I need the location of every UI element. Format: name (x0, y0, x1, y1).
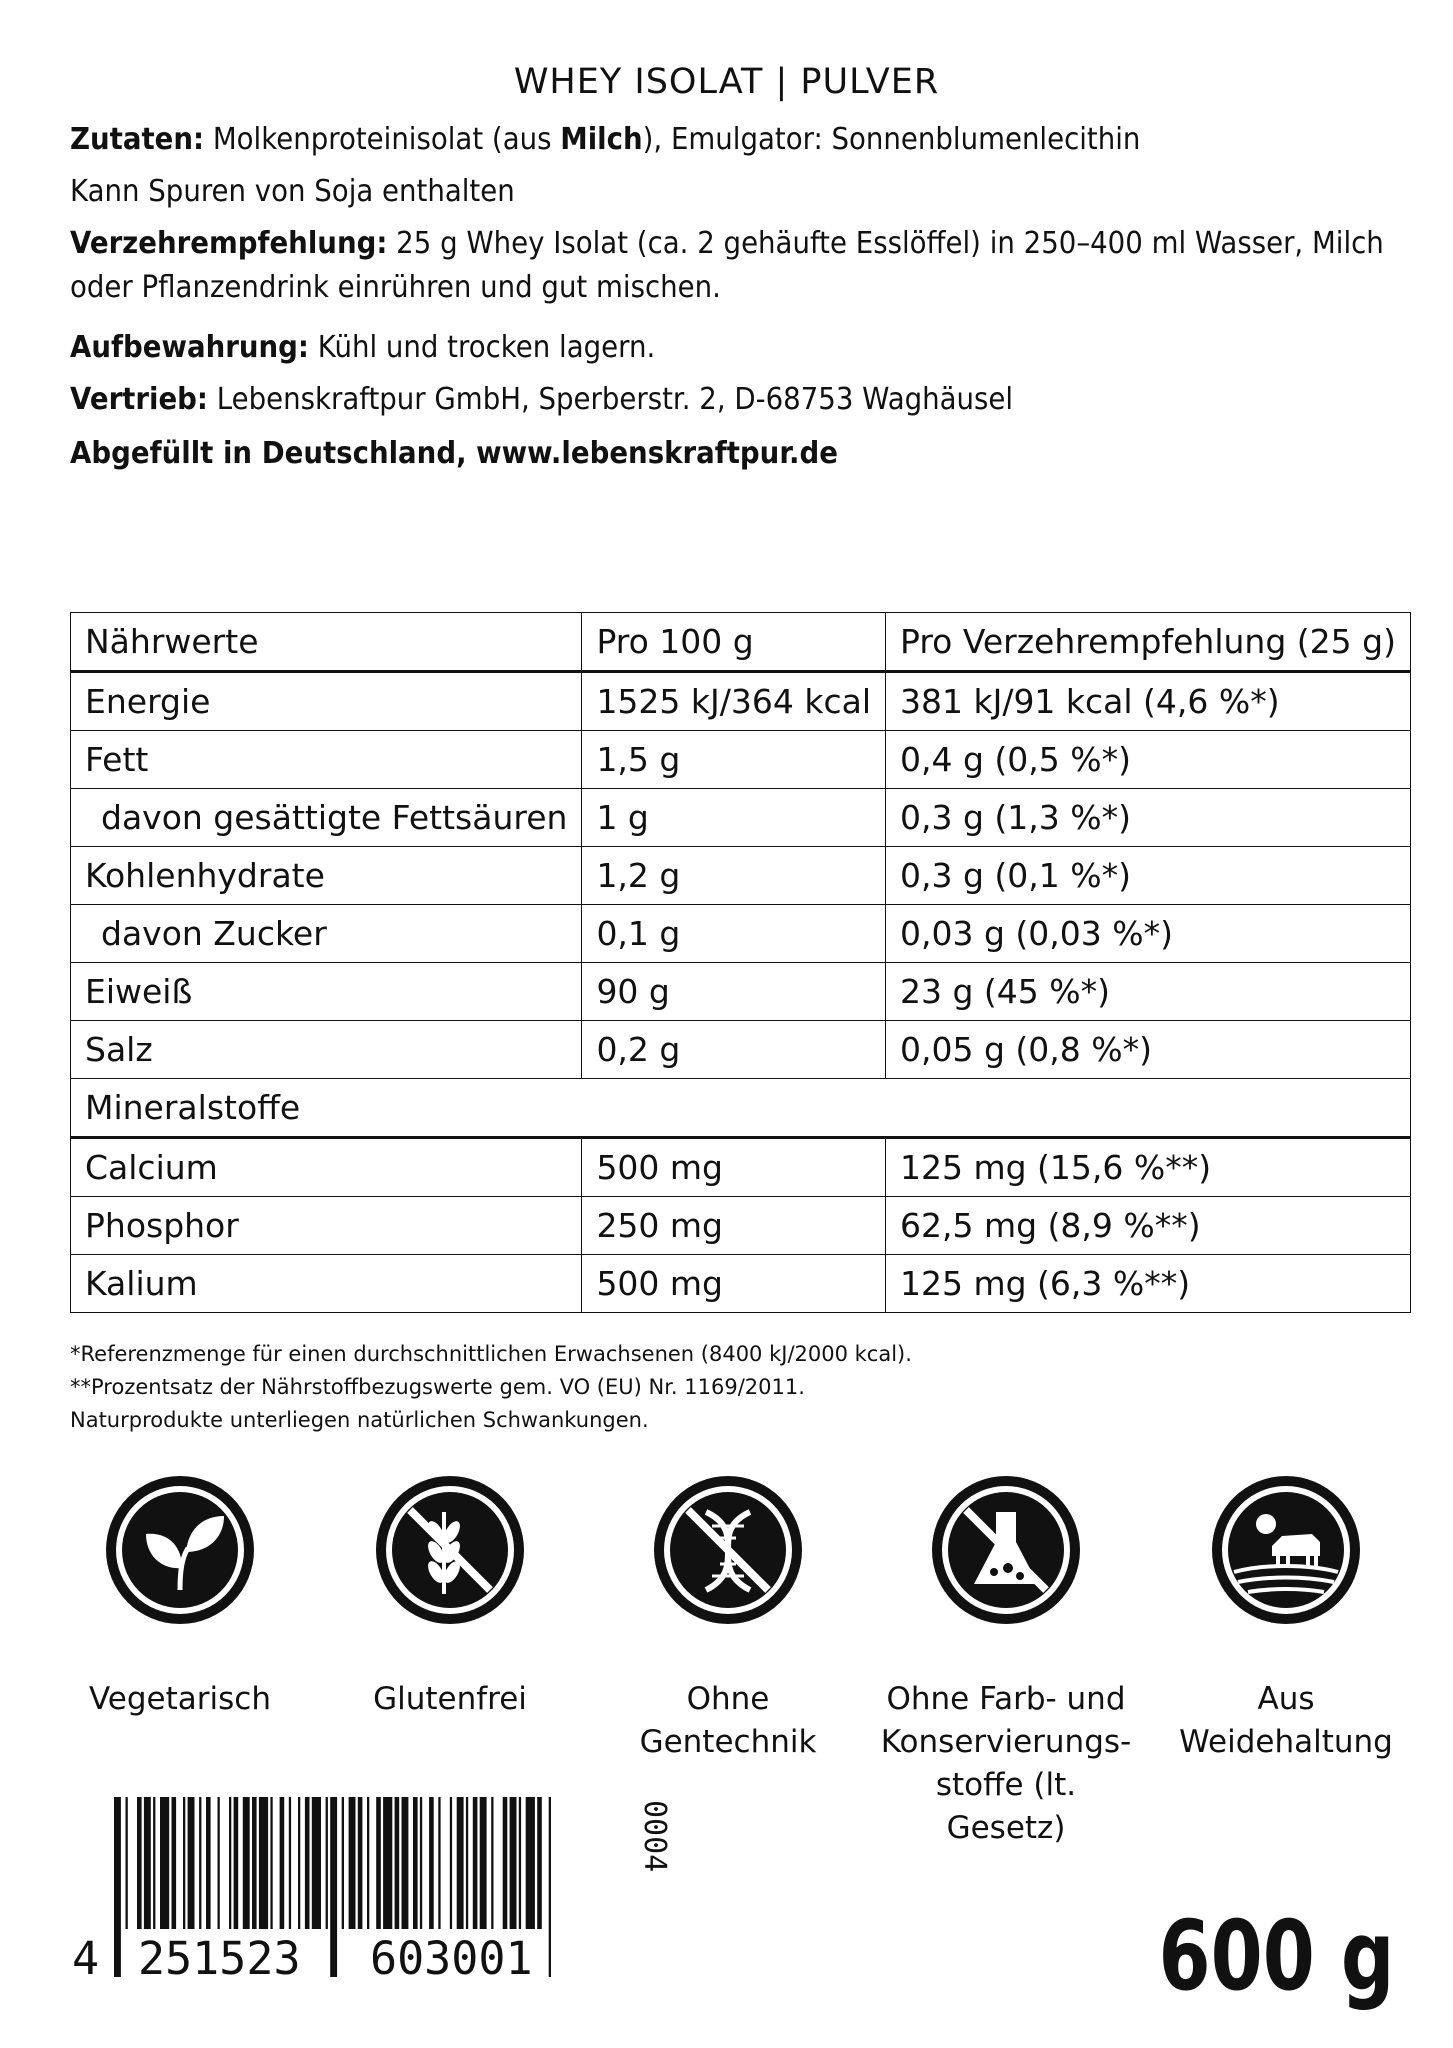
barcode-bar (510, 1797, 517, 1929)
barcode-addon: 0004 (637, 1800, 672, 1873)
barcode-bar (305, 1797, 310, 1929)
table-row (71, 672, 1411, 731)
barcode-bar (457, 1797, 464, 1929)
nutrient-per-serving: 0,3 g (1,3 %*) (886, 789, 1411, 847)
nutrient-name: Kohlenhydrate (71, 847, 582, 905)
wheat-crossed-icon (372, 1472, 528, 1628)
barcode-bar (395, 1797, 400, 1929)
storage-label: Aufbewahrung: (70, 330, 309, 365)
table-row (71, 731, 1411, 789)
nutrient-per-serving: 381 kJ/91 kcal (4,6 %*) (886, 672, 1411, 731)
barcode-bar (326, 1797, 328, 1929)
badge-label: Aus Weidehaltung (1179, 1681, 1393, 1760)
barcode-bar (376, 1797, 381, 1929)
table-row (71, 963, 1411, 1021)
storage-text: Kühl und trocken lagern. (308, 330, 656, 365)
nutrient-per100: 90 g (582, 963, 886, 1021)
nutrient-name: davon Zucker (71, 905, 582, 963)
nutrient-per100: 1525 kJ/364 kcal (582, 672, 886, 731)
dna-crossed-icon (650, 1472, 806, 1628)
table-row (71, 789, 1411, 847)
nutrient-per100: 1,5 g (582, 731, 886, 789)
barcode-bar (342, 1797, 344, 1929)
badge-label: Ohne Farb- und Konservierungs- stoffe (lt. Gesetz) (880, 1681, 1132, 1846)
ingredients-text: Molkenproteinisolat (aus (204, 122, 561, 157)
badge-pasture (1156, 1472, 1416, 1764)
barcode-bar (526, 1797, 535, 1929)
barcode-left-group: 251523 (138, 1932, 301, 1985)
net-weight: 600 g (1159, 1900, 1395, 2012)
mineral-per-serving: 125 mg (15,6 %**) (886, 1138, 1411, 1197)
filled-in-line: Abgefüllt in Deutschland, www.lebenskraftpur.de (70, 436, 838, 471)
table-row (71, 1138, 1411, 1197)
barcode-bar (438, 1797, 440, 1929)
barcode-bar (259, 1797, 268, 1929)
barcode-bar (218, 1797, 220, 1929)
mineral-per100: 500 mg (582, 1255, 886, 1313)
badge-label: Ohne Gentechnik (639, 1681, 817, 1760)
barcode-bar (137, 1797, 142, 1929)
distribution-text: Lebenskraftpur GmbH, Sperberstr. 2, D-68753 Waghäusel (207, 382, 1014, 417)
cow-pasture-icon (1208, 1472, 1364, 1628)
barcode-bar (503, 1797, 508, 1929)
header-cell-per-serving: Pro Verzehrempfehlung (25 g) (886, 613, 1411, 672)
nutrient-name: Eiweiß (71, 963, 582, 1021)
barcode-bar (199, 1797, 201, 1929)
badge-no-additives (876, 1472, 1136, 1850)
nutrient-name: davon gesättigte Fettsäuren (71, 789, 582, 847)
nutrient-name: Fett (71, 731, 582, 789)
barcode-bar (160, 1797, 169, 1929)
nutrition-header-row (71, 613, 1411, 672)
barcode-bar (429, 1797, 434, 1929)
barcode-bar (280, 1797, 285, 1929)
badge-label: Glutenfrei (373, 1681, 527, 1717)
nutrient-per100: 0,1 g (582, 905, 886, 963)
badge-gluten-free (320, 1472, 580, 1721)
footnote-natural: Naturprodukte unterliegen natürlichen Schwankungen. (70, 1408, 649, 1432)
nutrient-per100: 0,2 g (582, 1021, 886, 1079)
barcode-bar (183, 1797, 185, 1929)
barcode-bar (270, 1797, 272, 1929)
table-row (71, 1021, 1411, 1079)
barcode-bar (358, 1797, 363, 1929)
badge-label: Vegetarisch (89, 1681, 271, 1717)
mineral-per-serving: 125 mg (6,3 %**) (886, 1255, 1411, 1313)
barcode-bar (349, 1797, 356, 1929)
barcode-bar (549, 1797, 551, 1977)
nutrition-table (70, 612, 1411, 1313)
nutrient-name: Salz (71, 1021, 582, 1079)
barcode-bar (252, 1797, 257, 1929)
barcode-right-group: 603001 (370, 1932, 533, 1985)
badge-vegetarian (50, 1472, 310, 1721)
barcode-bar (491, 1797, 493, 1929)
barcode-bar (126, 1797, 128, 1929)
nutrient-name: Energie (71, 672, 582, 731)
barcode-bar (367, 1797, 369, 1929)
flask-crossed-icon (928, 1472, 1084, 1628)
nutrient-per-serving: 0,4 g (0,5 %*) (886, 731, 1411, 789)
barcode-bar (537, 1797, 542, 1929)
table-row (71, 1255, 1411, 1313)
barcode-bar (330, 1797, 337, 1977)
table-row (71, 847, 1411, 905)
barcode-bar (114, 1797, 121, 1977)
barcode-bar (450, 1797, 452, 1929)
recommendation-label: Verzehrempfehlung: (70, 226, 388, 261)
mineral-name: Calcium (71, 1138, 582, 1197)
barcode-bar (480, 1797, 487, 1929)
nutrient-per100: 1,2 g (582, 847, 886, 905)
barcode-bar (229, 1797, 231, 1929)
footnote-reference: *Referenzmenge für einen durchschnittlichen Erwachsenen (8400 kJ/2000 kcal). (70, 1342, 912, 1366)
minerals-label: Mineralstoffe (71, 1079, 1411, 1138)
barcode-bar (312, 1797, 321, 1929)
table-row (71, 905, 1411, 963)
ingredients-line (70, 118, 1287, 162)
footnotes (70, 1338, 912, 1437)
leaf-icon (102, 1472, 258, 1628)
header-cell-nutrient: Nährwerte (71, 613, 582, 672)
barcode-bar (383, 1797, 392, 1929)
nutrient-per-serving: 0,03 g (0,03 %*) (886, 905, 1411, 963)
barcode-bar (298, 1797, 300, 1929)
nutrient-per-serving: 23 g (45 %*) (886, 963, 1411, 1021)
header-cell-per100: Pro 100 g (582, 613, 886, 672)
mineral-per100: 500 mg (582, 1138, 886, 1197)
traces-line: Kann Spuren von Soja enthalten (70, 174, 515, 209)
barcode-bar (413, 1797, 418, 1929)
barcode-bar (234, 1797, 239, 1929)
product-title: WHEY ISOLAT | PULVER (513, 62, 940, 102)
barcode-first-digit: 4 (72, 1932, 100, 1985)
barcode-bar (402, 1797, 409, 1929)
barcode-bar (519, 1797, 521, 1929)
allergen-milk: Milch (560, 122, 643, 157)
table-row (71, 1197, 1411, 1255)
nutrient-per-serving: 0,05 g (0,8 %*) (886, 1021, 1411, 1079)
distribution-label: Vertrieb: (70, 382, 208, 417)
recommendation-text: 25 g Whey Isolat (ca. 2 gehäufte Esslöffel) in 250–400 ml Wasser, Milch oder Pflanzendrink einrühren und gut mischen. (70, 226, 1384, 305)
mineral-name: Kalium (71, 1255, 582, 1313)
recommendation-line (70, 222, 1432, 310)
barcode-bar (144, 1797, 151, 1929)
minerals-header-row (71, 1079, 1411, 1138)
barcode-bar (153, 1797, 155, 1929)
barcode-bar (243, 1797, 250, 1929)
barcode-bar (473, 1797, 478, 1929)
barcode-bar (289, 1797, 291, 1929)
ingredients-text-end: ), Emulgator: Sonnenblumenlecithin (642, 122, 1141, 157)
mineral-per-serving: 62,5 mg (8,9 %**) (886, 1197, 1411, 1255)
nutrient-per-serving: 0,3 g (0,1 %*) (886, 847, 1411, 905)
barcode-bar (206, 1797, 211, 1929)
badge-no-gmo (598, 1472, 858, 1764)
storage-line (70, 326, 1287, 370)
barcode-bar (420, 1797, 422, 1929)
distribution-line (70, 378, 1287, 422)
mineral-per100: 250 mg (582, 1197, 886, 1255)
barcode-bar (172, 1797, 177, 1929)
footnote-nrv: **Prozentsatz der Nährstoffbezugswerte gem. VO (EU) Nr. 1169/2011. (70, 1375, 805, 1399)
mineral-name: Phosphor (71, 1197, 582, 1255)
barcode-bar (466, 1797, 468, 1929)
ingredients-label: Zutaten: (70, 122, 205, 157)
nutrient-per100: 1 g (582, 789, 886, 847)
barcode-bar (188, 1797, 195, 1929)
